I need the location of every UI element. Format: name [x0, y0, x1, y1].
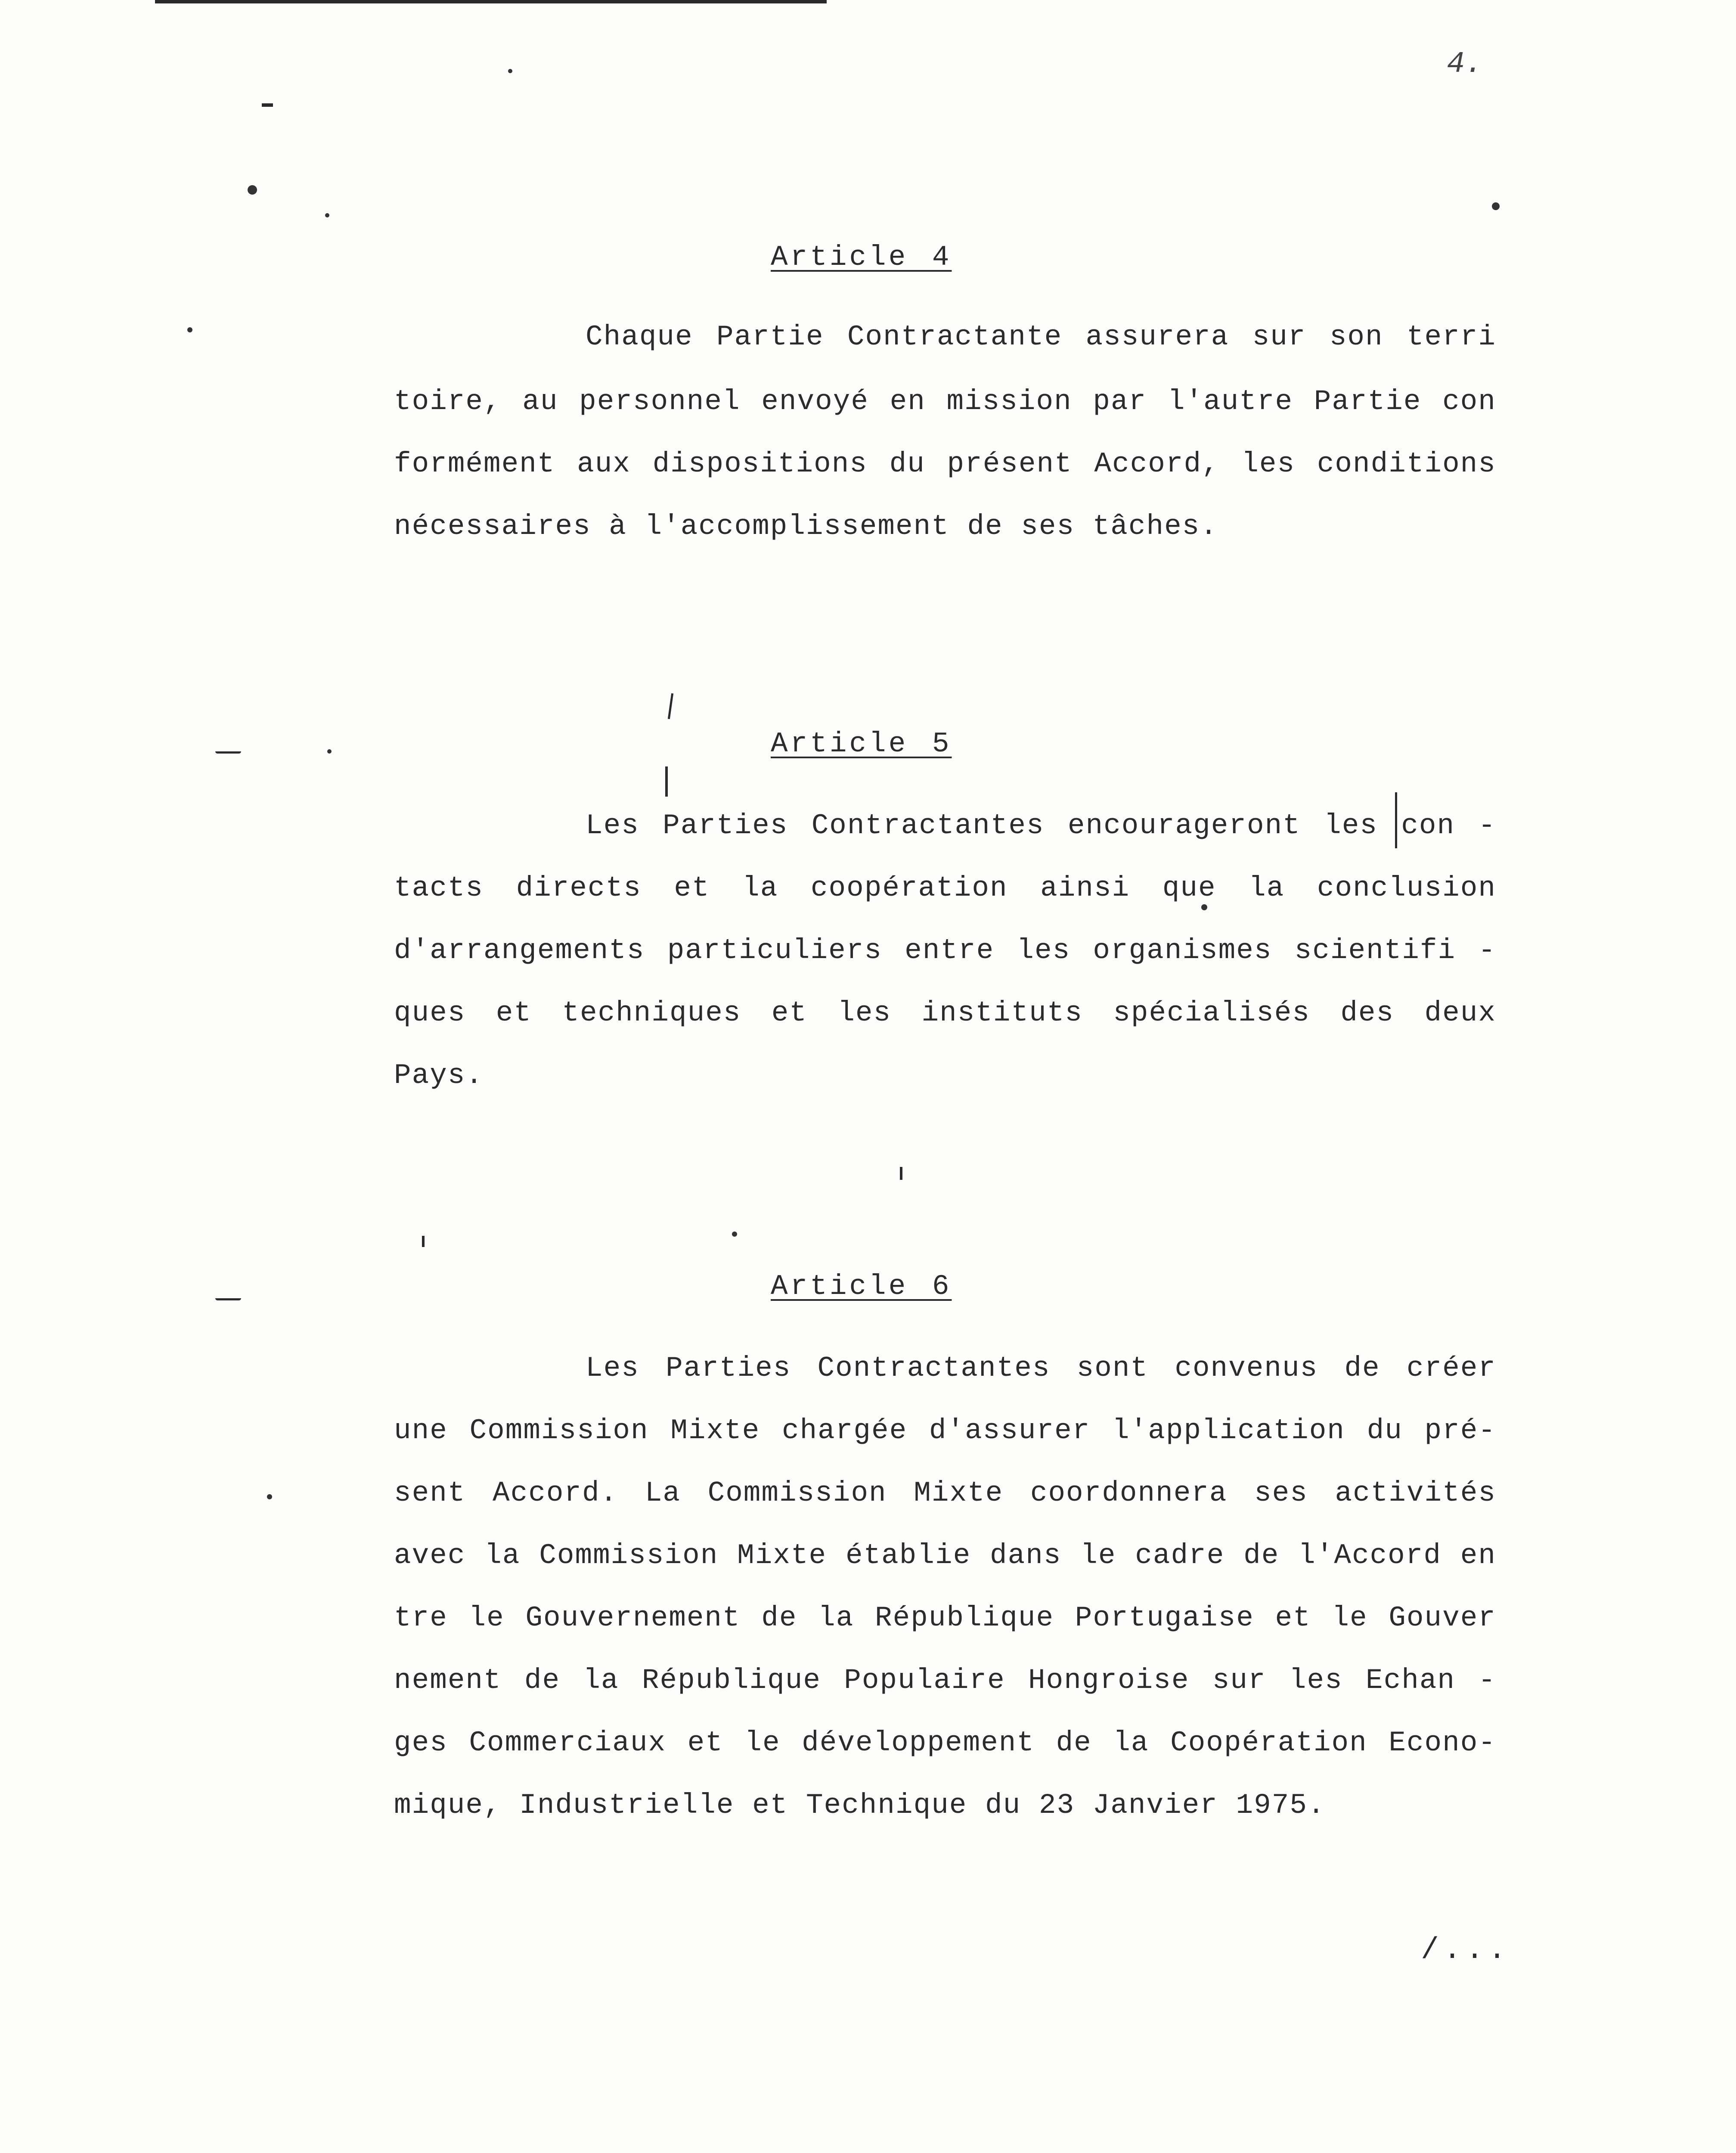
text-line: [394, 997, 1496, 1029]
text-line: [586, 321, 1496, 353]
text-line: [394, 1539, 1496, 1572]
word: envoyé: [761, 385, 869, 418]
word: des: [1340, 997, 1395, 1029]
word: con: [1442, 385, 1496, 418]
text-line: [394, 1477, 1496, 1509]
word: présent: [947, 448, 1073, 480]
text-line: [394, 872, 1496, 904]
word: tacts: [394, 872, 484, 904]
word: mission: [946, 385, 1072, 418]
word: Gouvernement: [525, 1602, 741, 1634]
word: dispositions: [652, 448, 868, 480]
scan-speck: [1201, 904, 1207, 910]
word: le: [1332, 1602, 1368, 1634]
word: la: [1249, 872, 1285, 904]
scan-speck: [1492, 202, 1500, 210]
word: Parties: [663, 810, 788, 842]
word: Accord.: [493, 1477, 618, 1509]
word: Coopération: [1170, 1727, 1367, 1759]
word: la: [583, 1664, 619, 1697]
text-line: [394, 1415, 1496, 1447]
scan-mark: [668, 693, 673, 719]
text-line: nécessaires à l'accomplissement de ses tâches.: [394, 510, 1218, 543]
word: créer: [1406, 1352, 1496, 1384]
word: scientifi: [1294, 934, 1456, 967]
top-rule: [155, 0, 827, 3]
word: ainsi: [1040, 872, 1130, 904]
word: et: [687, 1727, 723, 1759]
word: les: [1289, 1664, 1343, 1697]
scan-mark: [215, 751, 241, 754]
word: Mixte: [914, 1477, 1004, 1509]
word: ques: [394, 997, 466, 1029]
word: encourageront: [1067, 810, 1301, 842]
word: Populaire: [844, 1664, 1005, 1697]
word: le: [744, 1727, 781, 1759]
word: Parties: [666, 1352, 791, 1384]
word: les: [1017, 934, 1071, 967]
word: conditions: [1317, 448, 1496, 480]
word: formément: [394, 448, 555, 480]
word: de: [1344, 1352, 1380, 1384]
word: Commission: [707, 1477, 887, 1509]
text-line: Pays.: [394, 1059, 484, 1092]
scan-speck: [325, 213, 329, 217]
word: Mixte: [670, 1415, 760, 1447]
text-line: [394, 448, 1496, 480]
word: Accord,: [1094, 448, 1220, 480]
word: l'autre: [1167, 385, 1293, 418]
continuation-mark: /...: [1421, 1933, 1511, 1967]
word: une: [394, 1415, 448, 1447]
word: République: [642, 1664, 821, 1697]
word: dans: [990, 1539, 1062, 1572]
word: du: [889, 448, 925, 480]
text-line: [586, 810, 1496, 842]
scan-speck: [248, 185, 257, 195]
word: l'application: [1112, 1415, 1345, 1447]
scan-speck: [327, 749, 332, 754]
word: terri: [1406, 321, 1496, 353]
word: coordonnera: [1030, 1477, 1228, 1509]
word: et: [496, 997, 532, 1029]
word: la: [1113, 1727, 1149, 1759]
word: du: [1367, 1415, 1403, 1447]
text-line: [394, 1664, 1496, 1697]
word: Les: [586, 810, 639, 842]
scan-speck: [187, 327, 192, 332]
word: la: [484, 1539, 521, 1572]
word: et: [674, 872, 710, 904]
word: -: [1478, 810, 1496, 842]
text-line: mique, Industrielle et Technique du 23 Janvier 1975.: [394, 1789, 1326, 1821]
word: -: [1478, 934, 1496, 967]
word: Gouver: [1389, 1602, 1496, 1634]
word: et: [771, 997, 807, 1029]
word: en: [890, 385, 926, 418]
word: de: [1243, 1539, 1280, 1572]
scan-mark: [665, 766, 668, 797]
scan-mark: [262, 103, 273, 107]
word: la: [818, 1602, 854, 1634]
word: Commission: [469, 1415, 649, 1447]
text-line: [394, 1727, 1496, 1759]
word: la: [742, 872, 778, 904]
word: ges: [394, 1727, 448, 1759]
word: par: [1093, 385, 1147, 418]
word: entre: [905, 934, 995, 967]
word: techniques: [562, 997, 741, 1029]
word: Les: [586, 1352, 639, 1384]
word: le: [1080, 1539, 1116, 1572]
scan-speck: [732, 1232, 737, 1237]
word: convenus: [1175, 1352, 1318, 1384]
word: toire,: [394, 385, 502, 418]
word: nement: [394, 1664, 502, 1697]
word: Commission: [539, 1539, 719, 1572]
word: personnel: [579, 385, 741, 418]
word: avec: [394, 1539, 466, 1572]
scan-mark: [1395, 792, 1397, 848]
word: La: [645, 1477, 681, 1509]
word: les: [837, 997, 892, 1029]
word: -: [1478, 1664, 1496, 1697]
word: conclusion: [1317, 872, 1496, 904]
article-heading: Article 5: [771, 728, 952, 760]
word: sent: [394, 1477, 466, 1509]
word: sur: [1212, 1664, 1266, 1697]
word: Commerciaux: [469, 1727, 666, 1759]
scan-mark: [215, 1298, 241, 1300]
word: son: [1329, 321, 1383, 353]
text-line: [586, 1352, 1496, 1384]
word: Econo-: [1389, 1727, 1496, 1759]
word: en: [1460, 1539, 1496, 1572]
word: coopération: [810, 872, 1008, 904]
text-line: [394, 385, 1496, 418]
word: directs: [516, 872, 642, 904]
word: Contractantes: [817, 1352, 1051, 1384]
word: Echan: [1366, 1664, 1456, 1697]
word: tre: [394, 1602, 448, 1634]
word: Mixte: [737, 1539, 827, 1572]
word: République: [875, 1602, 1054, 1634]
word: de: [761, 1602, 797, 1634]
word: chargée: [781, 1415, 908, 1447]
word: que: [1162, 872, 1216, 904]
word: Partie: [1314, 385, 1422, 418]
text-line: [394, 1602, 1496, 1634]
word: l'Accord: [1298, 1539, 1442, 1572]
word: aux: [577, 448, 631, 480]
word: les: [1324, 810, 1378, 842]
article-heading: Article 6: [771, 1270, 952, 1303]
word: con: [1401, 810, 1455, 842]
word: et: [1275, 1602, 1311, 1634]
word: Portugaise: [1075, 1602, 1254, 1634]
word: d'assurer: [929, 1415, 1091, 1447]
word: sur: [1252, 321, 1306, 353]
word: Contractante: [847, 321, 1063, 353]
article-heading: Article 4: [771, 241, 952, 273]
word: développement: [802, 1727, 1035, 1759]
word: spécialisés: [1113, 997, 1310, 1029]
word: particuliers: [667, 934, 882, 967]
word: au: [522, 385, 558, 418]
word: Contractantes: [811, 810, 1045, 842]
scan-speck: [267, 1494, 272, 1499]
word: deux: [1424, 997, 1496, 1029]
word: de: [524, 1664, 561, 1697]
word: les: [1241, 448, 1296, 480]
word: établie: [845, 1539, 971, 1572]
word: Hongroise: [1028, 1664, 1190, 1697]
word: de: [1056, 1727, 1092, 1759]
scan-mark: [422, 1236, 425, 1247]
word: instituts: [921, 997, 1083, 1029]
text-line: [394, 934, 1496, 967]
word: assurera: [1085, 321, 1229, 353]
word: pré-: [1424, 1415, 1496, 1447]
page-number: 4.: [1447, 47, 1483, 81]
word: Chaque: [586, 321, 693, 353]
word: sont: [1076, 1352, 1149, 1384]
word: d'arrangements: [394, 934, 645, 967]
word: cadre: [1135, 1539, 1225, 1572]
word: ses: [1254, 1477, 1308, 1509]
scan-speck: [508, 69, 512, 73]
scan-mark: [900, 1167, 902, 1180]
word: organismes: [1093, 934, 1272, 967]
word: Partie: [716, 321, 824, 353]
word: le: [468, 1602, 505, 1634]
word: activités: [1335, 1477, 1496, 1509]
